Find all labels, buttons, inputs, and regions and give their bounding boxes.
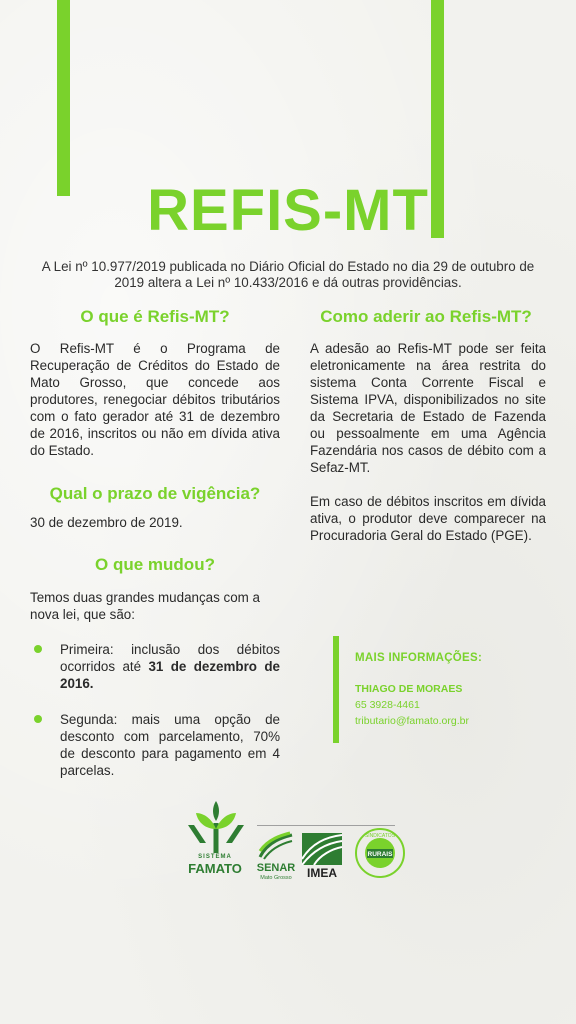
bullet-second-text: Segunda: mais uma opção de desconto com parcelamento, 70% de desconto para pagamento em 4 parcelas. [60,712,280,778]
body-deadline: 30 de dezembro de 2019. [30,515,183,530]
logo-separator [257,825,395,826]
famato-logo-icon [184,799,248,855]
body-what-changed: Temos duas grandes mudanças com a nova lei, que são: [30,590,260,622]
page-title: REFIS-MT [147,178,429,243]
sindicatos-label: RURAIS [367,851,393,858]
info-contact-name: THIAGO DE MORAES [355,683,463,695]
bullet-dot-icon [34,645,42,653]
sindicatos-sub-label: SINDICATOS [364,833,396,839]
body-how-to-join-2: Em caso de débitos inscritos em dívida ativa, o produtor deve comparecer na Procuradoria Geral do Estado (PGE). [310,494,546,543]
info-title: MAIS INFORMAÇÕES: [355,652,483,664]
senar-logo-icon [258,831,294,861]
footer-logos [0,795,576,895]
heading-what-is: O que é Refis-MT? [80,307,230,326]
bullet-first-text: Primeira: inclusão dos débitos ocorridos até 31 de dezembro de 2016. [60,642,280,691]
heading-deadline: Qual o prazo de vigência? [49,484,261,503]
bullet-first-bold: 31 de dezembro de 2016. [60,659,280,691]
heading-how-to-join: Como aderir ao Refis-MT? [320,307,532,326]
info-email-link[interactable]: tributario@famato.org.br [355,715,469,727]
imea-label: IMEA [307,866,337,880]
decorative-bar-left [57,0,70,196]
sindicatos-rurais-logo-icon [354,827,406,879]
imea-logo-icon [302,833,342,865]
famato-sub-label: SISTEMA [198,854,232,860]
senar-sub-label: Mato Grosso [260,875,292,881]
senar-label: SENAR [256,862,296,874]
body-how-to-join-1: A adesão ao Refis-MT pode ser feita eletronicamente na área restrita do sistema Conta Corrente Fiscal e Sistema IPVA, disponibilizados no site da Secretaria de Estado de Fazenda ou pessoalmente em uma Agência Fazendária nos casos de débito com a Sefaz-MT. [310,341,546,475]
info-phone: 65 3928-4461 [355,699,420,711]
body-what-is: O Refis-MT é o Programa de Recuperação de Créditos do Estado de Mato Grosso, que concede aos produtores, renegociar débitos tributários com o fato gerador até 31 de dezembro de 2016, inscritos ou não em dívida ativa do Estado. [30,341,280,458]
famato-label: FAMATO [188,861,242,876]
intro-text: A Lei nº 10.977/2019 publicada no Diário Oficial do Estado no dia 29 de outubro de 2019 altera a Lei nº 10.433/2016 e dá outras providências. [41,259,535,290]
heading-what-changed: O que mudou? [95,555,215,574]
bullet-dot-icon [34,715,42,723]
info-accent-line [333,636,339,743]
